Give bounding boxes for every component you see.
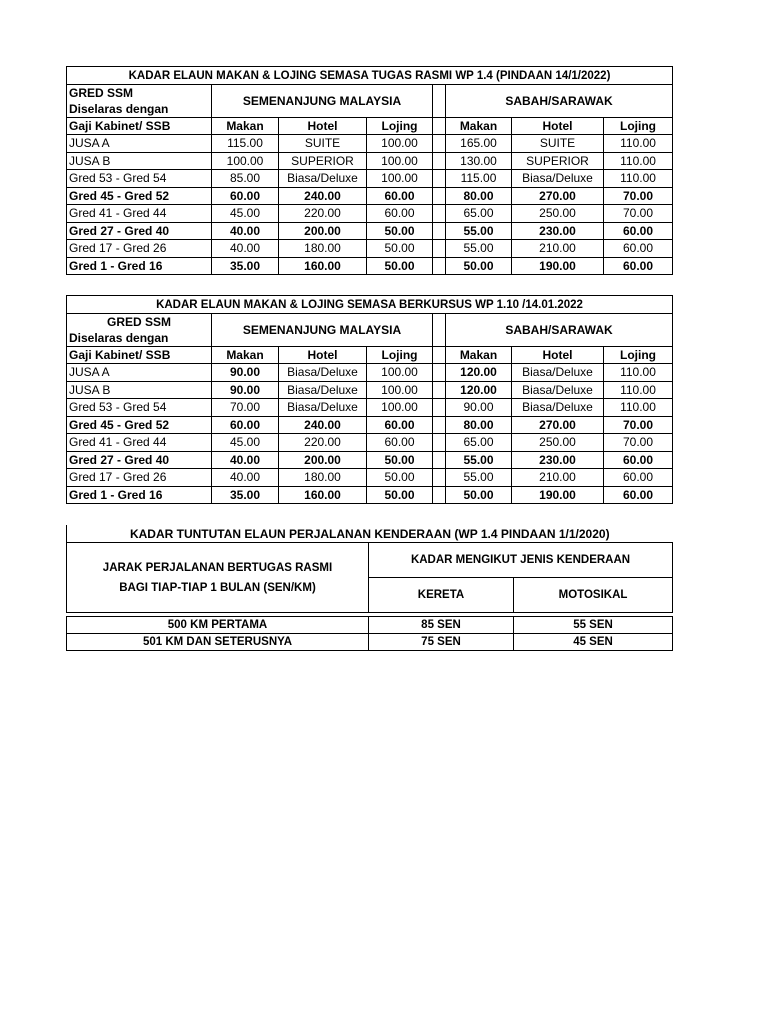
table-row	[67, 469, 673, 487]
value-cell: 45.00	[212, 205, 279, 223]
column-divider	[433, 347, 446, 364]
column-header-motorcycle: MOTOSIKAL	[514, 578, 673, 613]
column-divider	[433, 118, 446, 135]
grade-cell: Gred 45 - Gred 52	[67, 416, 212, 434]
value-cell: Biasa/Deluxe	[279, 364, 367, 382]
value-cell: 50.00	[367, 222, 433, 240]
grade-cell: Gred 41 - Gred 44	[67, 434, 212, 452]
column-divider	[433, 135, 446, 153]
value-cell: 230.00	[512, 451, 604, 469]
value-cell: 60.00	[604, 257, 673, 275]
distance-header-line1: JARAK PERJALANAN BERTUGAS RASMI	[102, 561, 333, 574]
table-body	[67, 135, 673, 275]
value-cell: 70.00	[604, 416, 673, 434]
value-cell: 50.00	[367, 451, 433, 469]
value-cell: 100.00	[367, 152, 433, 170]
value-cell: 250.00	[512, 205, 604, 223]
column-divider	[433, 170, 446, 188]
grade-cell: Gred 45 - Gred 52	[67, 187, 212, 205]
value-cell: 180.00	[279, 469, 367, 487]
allowance-table-course	[66, 295, 673, 504]
distance-cell: 501 KM DAN SETERUSNYA	[67, 634, 369, 651]
grade-header: GRED SSM	[67, 314, 212, 331]
value-cell: 230.00	[512, 222, 604, 240]
grade-header-sub: Gaji Kabinet/ SSB	[67, 118, 212, 135]
value-cell: 90.00	[212, 381, 279, 399]
value-cell: 60.00	[604, 222, 673, 240]
value-cell: 70.00	[604, 434, 673, 452]
value-cell: 100.00	[367, 170, 433, 188]
table-body	[67, 364, 673, 504]
value-cell: 60.00	[367, 205, 433, 223]
grade-cell: Gred 53 - Gred 54	[67, 170, 212, 188]
table-row	[67, 205, 673, 223]
value-cell: SUPERIOR	[512, 152, 604, 170]
value-cell: 55.00	[446, 240, 512, 258]
value-cell: 210.00	[512, 240, 604, 258]
value-cell: 40.00	[212, 222, 279, 240]
value-cell: 60.00	[604, 486, 673, 504]
column-header: Lojing	[604, 347, 673, 364]
car-rate-cell: 85 SEN	[369, 617, 514, 634]
value-cell: 50.00	[446, 486, 512, 504]
value-cell: 50.00	[446, 257, 512, 275]
grade-cell: JUSA A	[67, 135, 212, 153]
column-divider	[433, 451, 446, 469]
grade-header-sub: Gaji Kabinet/ SSB	[67, 347, 212, 364]
column-header: Makan	[446, 118, 512, 135]
value-cell: 110.00	[604, 135, 673, 153]
value-cell: 180.00	[279, 240, 367, 258]
car-rate-cell: 75 SEN	[369, 634, 514, 651]
value-cell: 115.00	[212, 135, 279, 153]
value-cell: 110.00	[604, 364, 673, 382]
table-row	[67, 135, 673, 153]
value-cell: SUITE	[512, 135, 604, 153]
value-cell: 80.00	[446, 187, 512, 205]
grade-cell: Gred 1 - Gred 16	[67, 486, 212, 504]
column-header: Hotel	[279, 347, 367, 364]
table-body	[67, 617, 673, 651]
value-cell: 35.00	[212, 486, 279, 504]
grade-cell: Gred 41 - Gred 44	[67, 205, 212, 223]
rate-header: KADAR MENGIKUT JENIS KENDERAAN	[369, 543, 673, 578]
value-cell: 85.00	[212, 170, 279, 188]
column-divider	[433, 399, 446, 417]
motorcycle-rate-cell: 55 SEN	[514, 617, 673, 634]
column-header: Lojing	[367, 118, 433, 135]
grade-cell: JUSA B	[67, 381, 212, 399]
column-divider	[433, 205, 446, 223]
value-cell: 160.00	[279, 257, 367, 275]
value-cell: SUPERIOR	[279, 152, 367, 170]
value-cell: 60.00	[212, 416, 279, 434]
column-header: Lojing	[604, 118, 673, 135]
table-title: KADAR ELAUN MAKAN & LOJING SEMASA BERKURSUS WP 1.10 /14.01.2022	[67, 296, 673, 314]
distance-header-line2: BAGI TIAP-TIAP 1 BULAN (SEN/KM)	[119, 581, 316, 594]
value-cell: 55.00	[446, 469, 512, 487]
grade-cell: Gred 17 - Gred 26	[67, 240, 212, 258]
value-cell: Biasa/Deluxe	[279, 381, 367, 399]
table-title: KADAR TUNTUTAN ELAUN PERJALANAN KENDERAAN (WP 1.4 PINDAAN 1/1/2020)	[67, 525, 673, 543]
table-row	[67, 617, 673, 634]
value-cell: 250.00	[512, 434, 604, 452]
value-cell: 190.00	[512, 486, 604, 504]
column-divider	[433, 240, 446, 258]
column-divider	[433, 469, 446, 487]
table-row	[67, 257, 673, 275]
value-cell: SUITE	[279, 135, 367, 153]
grade-cell: Gred 27 - Gred 40	[67, 222, 212, 240]
value-cell: 110.00	[604, 381, 673, 399]
column-divider	[433, 381, 446, 399]
column-divider	[433, 222, 446, 240]
value-cell: 210.00	[512, 469, 604, 487]
table-row	[67, 152, 673, 170]
table-row	[67, 240, 673, 258]
column-divider	[433, 257, 446, 275]
table-row	[67, 486, 673, 504]
value-cell: 80.00	[446, 416, 512, 434]
column-header: Hotel	[279, 118, 367, 135]
value-cell: Biasa/Deluxe	[279, 399, 367, 417]
table-row	[67, 381, 673, 399]
column-header: Lojing	[367, 347, 433, 364]
column-divider	[433, 152, 446, 170]
value-cell: 60.00	[604, 240, 673, 258]
value-cell: 55.00	[446, 222, 512, 240]
value-cell: 50.00	[367, 240, 433, 258]
value-cell: 35.00	[212, 257, 279, 275]
value-cell: 70.00	[604, 205, 673, 223]
value-cell: Biasa/Deluxe	[512, 364, 604, 382]
grade-cell: Gred 1 - Gred 16	[67, 257, 212, 275]
value-cell: 240.00	[279, 416, 367, 434]
column-divider	[433, 486, 446, 504]
region-header-sabah-sarawak: SABAH/SARAWAK	[446, 314, 673, 347]
value-cell: 90.00	[446, 399, 512, 417]
column-divider	[433, 314, 446, 347]
grade-cell: JUSA B	[67, 152, 212, 170]
table-row	[67, 416, 673, 434]
value-cell: 45.00	[212, 434, 279, 452]
value-cell: 100.00	[212, 152, 279, 170]
travel-claim-table	[66, 525, 673, 651]
value-cell: 70.00	[604, 187, 673, 205]
table-row	[67, 399, 673, 417]
column-header: Makan	[212, 347, 279, 364]
value-cell: 220.00	[279, 434, 367, 452]
table-row	[67, 634, 673, 651]
value-cell: 60.00	[367, 416, 433, 434]
value-cell: 100.00	[367, 399, 433, 417]
grade-header-sub: Diselaras dengan	[67, 101, 212, 118]
table-row	[67, 451, 673, 469]
value-cell: 50.00	[367, 257, 433, 275]
value-cell: 50.00	[367, 469, 433, 487]
value-cell: 60.00	[367, 187, 433, 205]
region-header-peninsular: SEMENANJUNG MALAYSIA	[212, 85, 433, 118]
value-cell: 160.00	[279, 486, 367, 504]
value-cell: Biasa/Deluxe	[279, 170, 367, 188]
motorcycle-rate-cell: 45 SEN	[514, 634, 673, 651]
column-divider	[433, 187, 446, 205]
value-cell: 90.00	[212, 364, 279, 382]
value-cell: 200.00	[279, 451, 367, 469]
value-cell: 100.00	[367, 364, 433, 382]
value-cell: 100.00	[367, 381, 433, 399]
value-cell: 190.00	[512, 257, 604, 275]
distance-cell: 500 KM PERTAMA	[67, 617, 369, 634]
value-cell: 60.00	[604, 451, 673, 469]
value-cell: Biasa/Deluxe	[512, 381, 604, 399]
column-divider	[433, 364, 446, 382]
grade-header-sub: Diselaras dengan	[67, 330, 212, 347]
column-divider	[433, 416, 446, 434]
grade-cell: Gred 27 - Gred 40	[67, 451, 212, 469]
value-cell: 40.00	[212, 469, 279, 487]
table-row	[67, 187, 673, 205]
value-cell: 60.00	[604, 469, 673, 487]
value-cell: 240.00	[279, 187, 367, 205]
column-header: Makan	[446, 347, 512, 364]
value-cell: 200.00	[279, 222, 367, 240]
value-cell: 60.00	[212, 187, 279, 205]
region-header-peninsular: SEMENANJUNG MALAYSIA	[212, 314, 433, 347]
column-divider	[433, 85, 446, 118]
column-header: Hotel	[512, 118, 604, 135]
table-title: KADAR ELAUN MAKAN & LOJING SEMASA TUGAS RASMI WP 1.4 (PINDAAN 14/1/2022)	[67, 67, 673, 85]
value-cell: 270.00	[512, 187, 604, 205]
distance-header	[67, 543, 369, 613]
grade-header: GRED SSM	[67, 85, 212, 102]
value-cell: 110.00	[604, 152, 673, 170]
table-row	[67, 434, 673, 452]
table-row	[67, 170, 673, 188]
value-cell: 165.00	[446, 135, 512, 153]
grade-cell: JUSA A	[67, 364, 212, 382]
value-cell: 65.00	[446, 434, 512, 452]
column-header: Hotel	[512, 347, 604, 364]
value-cell: 70.00	[212, 399, 279, 417]
value-cell: 110.00	[604, 399, 673, 417]
column-header: Makan	[212, 118, 279, 135]
allowance-table-official-duty	[66, 66, 673, 275]
value-cell: 220.00	[279, 205, 367, 223]
value-cell: 110.00	[604, 170, 673, 188]
value-cell: 65.00	[446, 205, 512, 223]
value-cell: 120.00	[446, 381, 512, 399]
grade-cell: Gred 53 - Gred 54	[67, 399, 212, 417]
column-divider	[433, 434, 446, 452]
table-row	[67, 364, 673, 382]
column-header-car: KERETA	[369, 578, 514, 613]
value-cell: Biasa/Deluxe	[512, 399, 604, 417]
grade-cell: Gred 17 - Gred 26	[67, 469, 212, 487]
value-cell: 55.00	[446, 451, 512, 469]
value-cell: 120.00	[446, 364, 512, 382]
value-cell: 130.00	[446, 152, 512, 170]
value-cell: 270.00	[512, 416, 604, 434]
value-cell: 115.00	[446, 170, 512, 188]
value-cell: 40.00	[212, 451, 279, 469]
value-cell: 100.00	[367, 135, 433, 153]
value-cell: 50.00	[367, 486, 433, 504]
value-cell: 40.00	[212, 240, 279, 258]
region-header-sabah-sarawak: SABAH/SARAWAK	[446, 85, 673, 118]
value-cell: 60.00	[367, 434, 433, 452]
table-row	[67, 222, 673, 240]
value-cell: Biasa/Deluxe	[512, 170, 604, 188]
